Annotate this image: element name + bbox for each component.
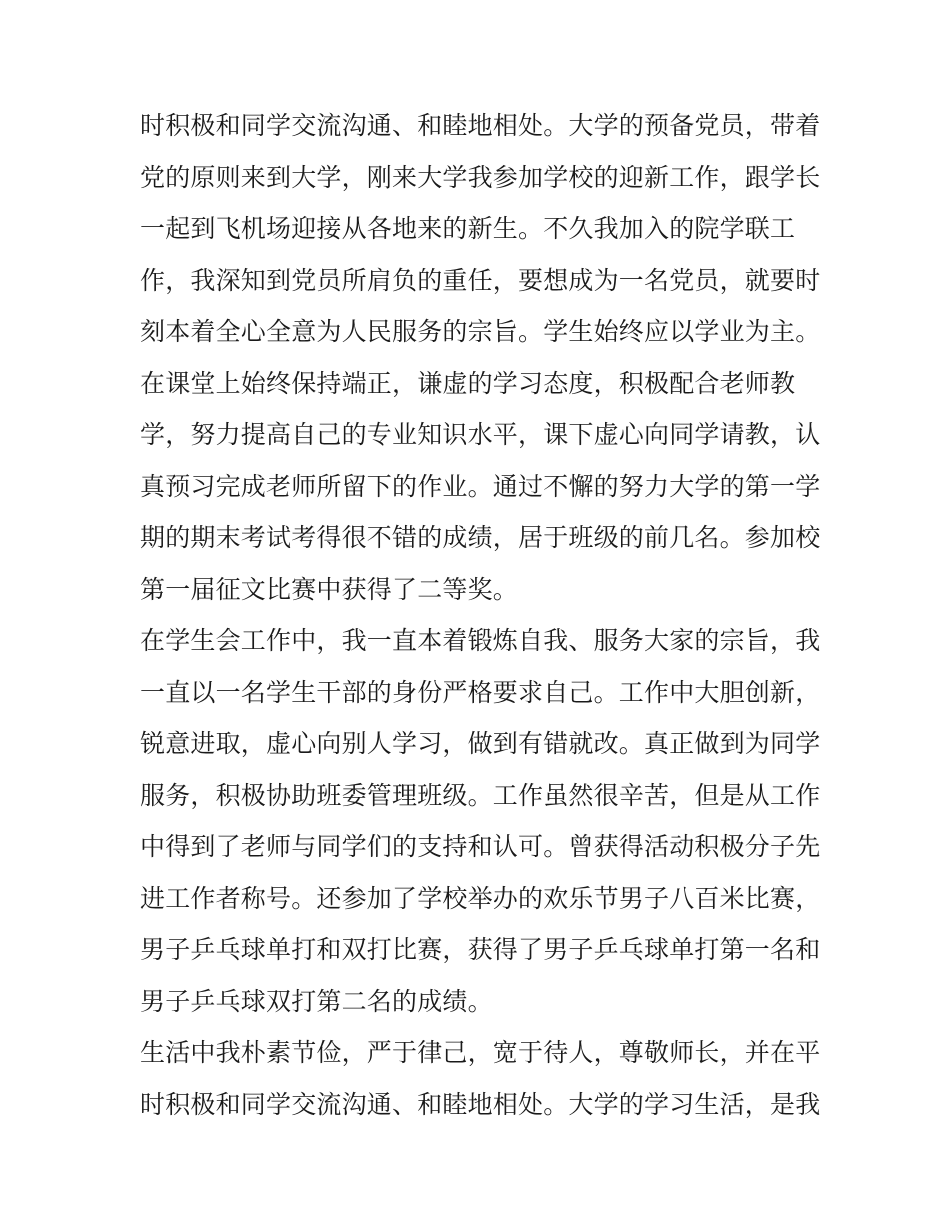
text-line-6: 在课堂上始终保持端正，谦虚的学习态度，积极配合老师教	[140, 368, 796, 398]
text-line-3: 一起到飞机场迎接从各地来的新生。不久我加入的院学联工	[140, 214, 796, 243]
text-line-7: 学，努力提高自己的专业知识水平，课下虚心向同学请教，认	[140, 420, 821, 449]
text-line-18: 男子乒乓球双打第二名的成绩。	[140, 986, 493, 1016]
text-line-17: 男子乒乓球单打和双打比赛，获得了男子乒乓球单打第一名和	[140, 935, 821, 964]
text-line-5: 刻本着全心全意为人民服务的宗旨。学生始终应以学业为主。	[140, 317, 821, 346]
text-line-2: 党的原则来到大学，刚来大学我参加学校的迎新工作，跟学长	[140, 162, 821, 192]
text-line-19: 生活中我朴素节俭，严于律己，宽于待人，尊敬师长，并在平	[140, 1038, 821, 1067]
text-line-16: 进工作者称号。还参加了学校举办的欢乐节男子八百米比赛，	[140, 883, 821, 913]
text-line-13: 锐意进取，虚心向别人学习，做到有错就改。真正做到为同学	[140, 729, 821, 758]
text-line-11: 在学生会工作中，我一直本着锻炼自我、服务大家的宗旨，我	[140, 626, 821, 655]
text-line-10: 第一届征文比赛中获得了二等奖。	[140, 574, 519, 604]
text-line-1: 时积极和同学交流沟通、和睦地相处。大学的预备党员，带着	[140, 111, 821, 140]
text-line-15: 中得到了老师与同学们的支持和认可。曾获得活动积极分子先	[140, 832, 821, 861]
text-line-4: 作，我深知到党员所肩负的重任，要想成为一名党员，就要时	[140, 265, 821, 295]
text-line-14: 服务，积极协助班委管理班级。工作虽然很辛苦，但是从工作	[140, 780, 821, 810]
text-line-12: 一直以一名学生干部的身份严格要求自己。工作中大胆创新，	[140, 677, 821, 707]
text-line-20: 时积极和同学交流沟通、和睦地相处。大学的学习生活，是我	[140, 1089, 821, 1119]
text-line-8: 真预习完成老师所留下的作业。通过不懈的努力大学的第一学	[140, 471, 821, 501]
text-line-9: 期的期末考试考得很不错的成绩，居于班级的前几名。参加校	[140, 523, 821, 552]
body-text	[140, 100, 820, 1130]
